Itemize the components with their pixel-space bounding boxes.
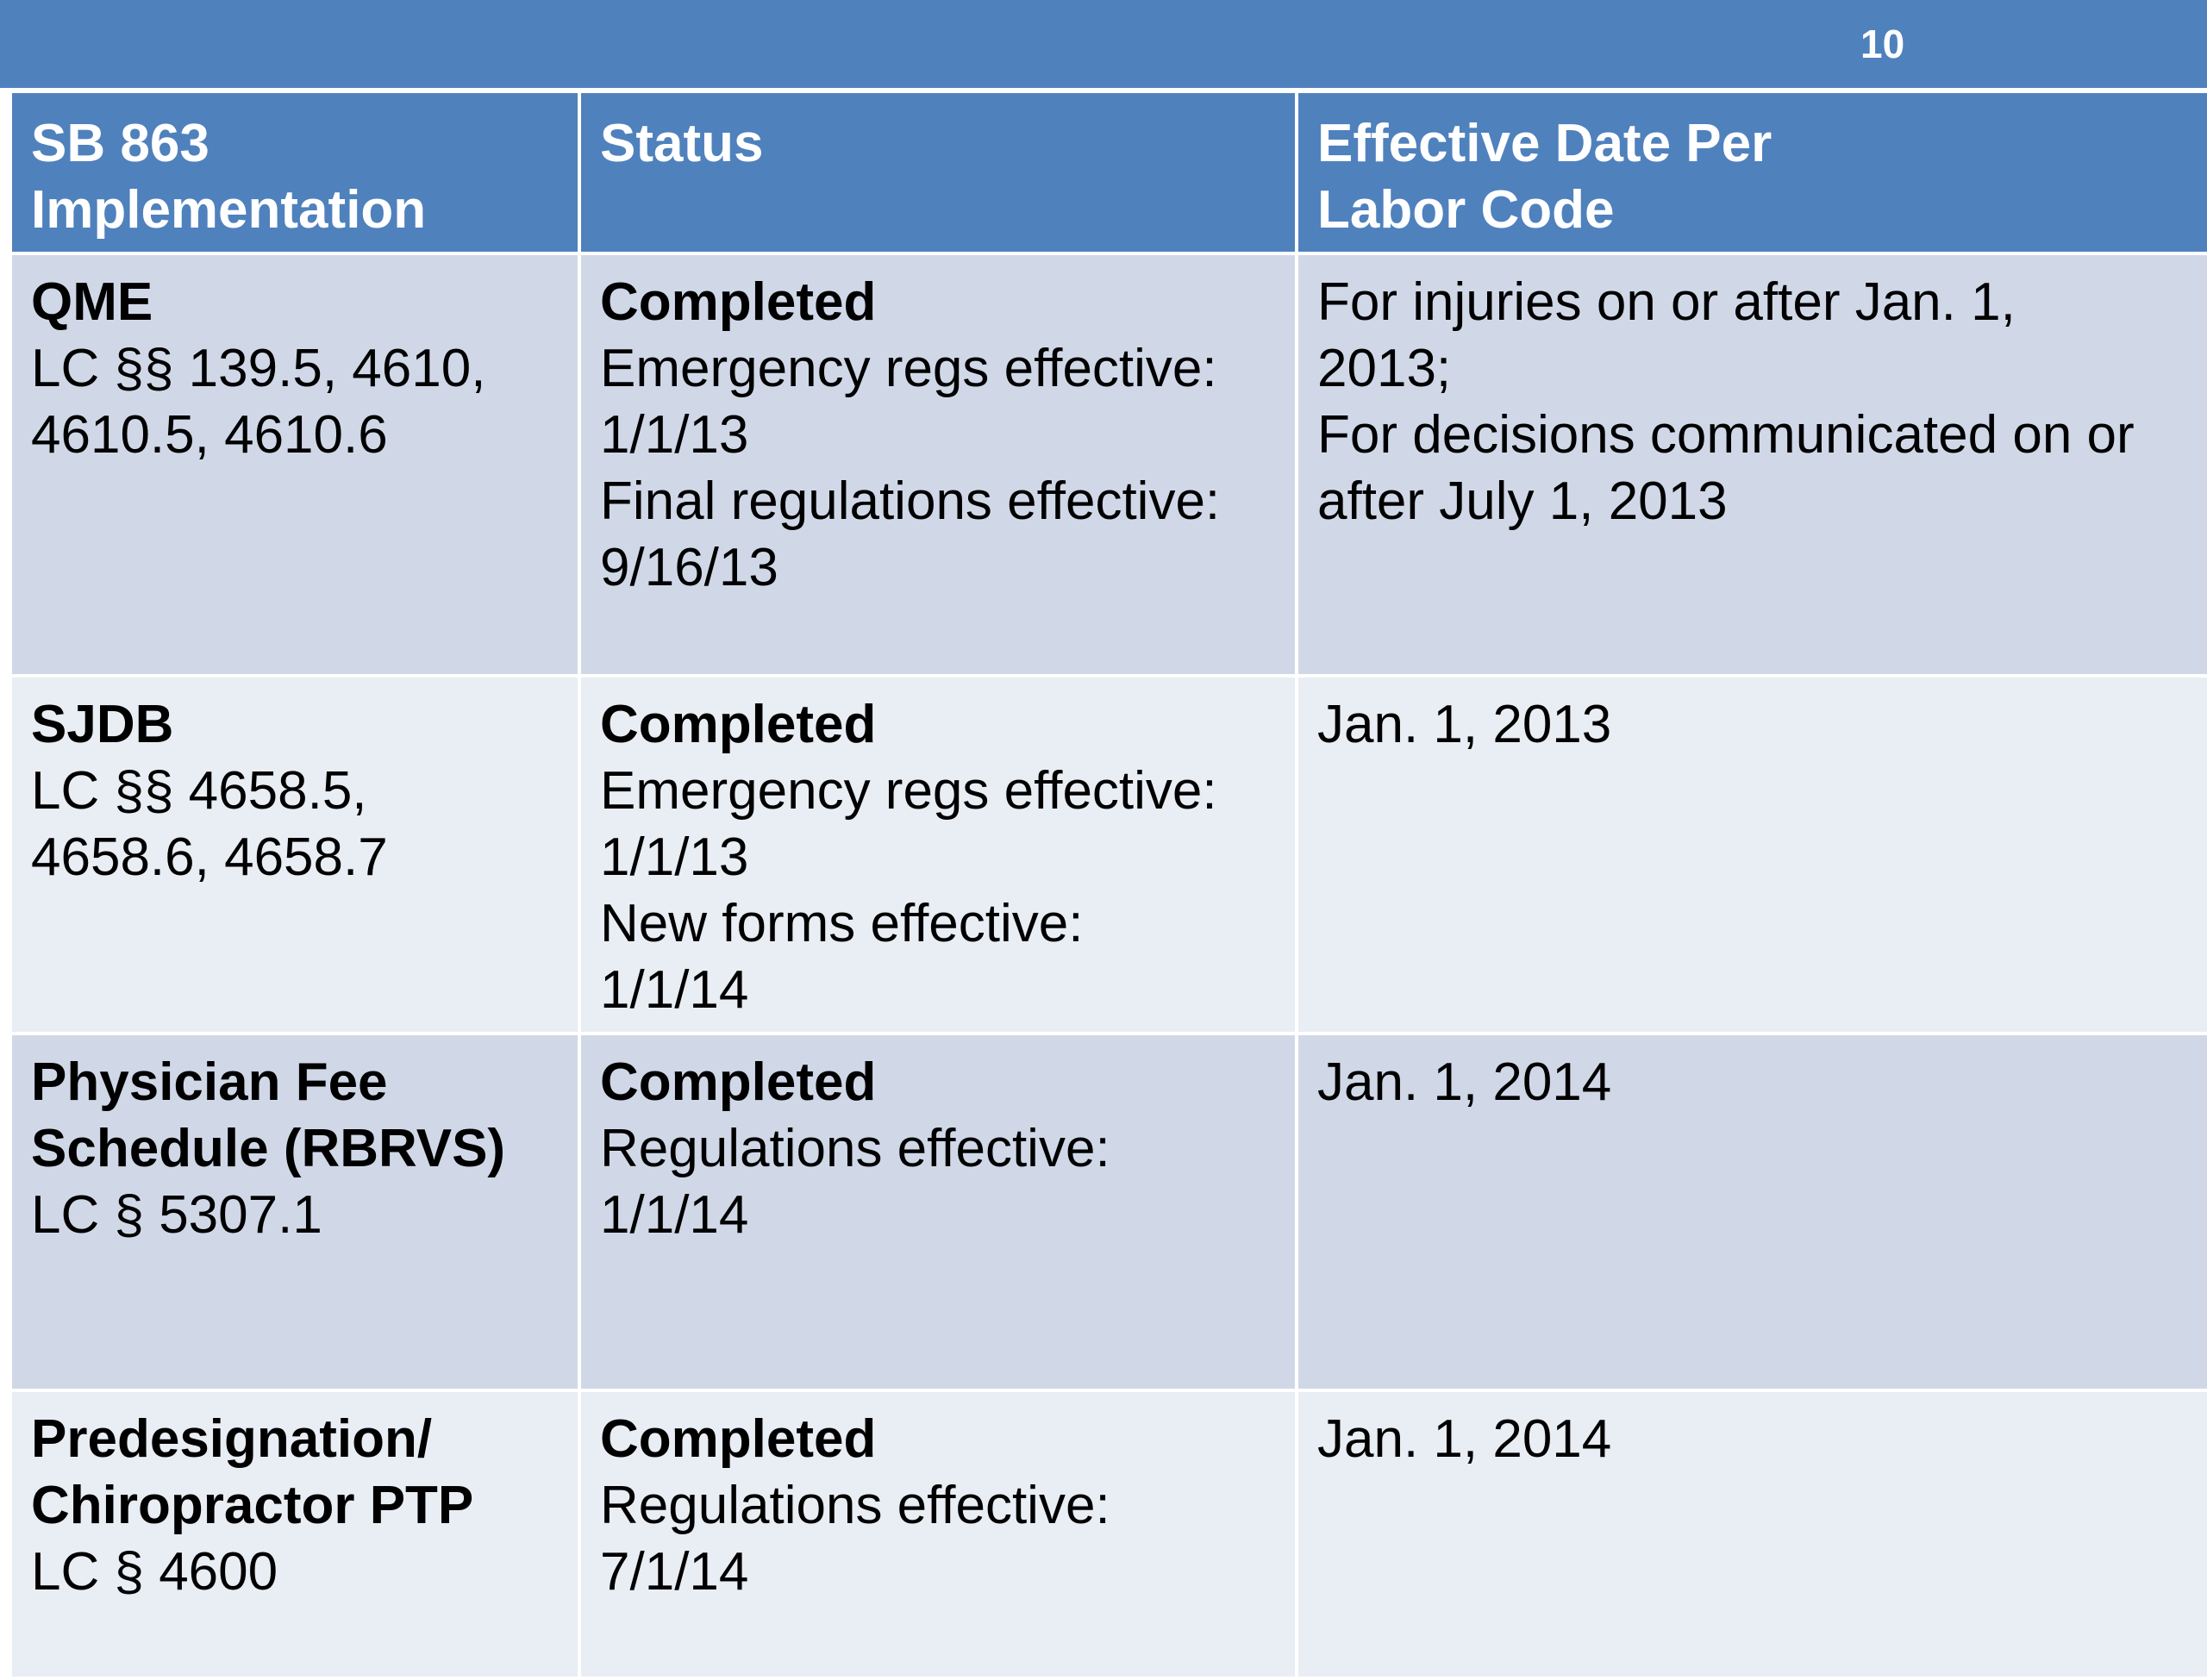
status-detail: 9/16/13 [600,538,778,597]
effective-date-cell [1297,676,2207,1034]
effective-date-text: For injuries on or after Jan. 1, [1317,272,2016,332]
table-row [10,253,2207,676]
effective-date-cell [1297,253,2207,676]
effective-date-text: after July 1, 2013 [1317,472,1728,531]
header-effective-line: Labor Code [1317,180,1615,240]
header-implementation-line: SB 863 [31,114,209,173]
effective-date-text: For decisions communicated on or [1317,405,2135,465]
implementation-cell [10,253,579,676]
status-detail: 1/1/13 [600,828,749,887]
implementation-cell [10,676,579,1034]
status-detail: 7/1/14 [600,1542,749,1602]
header-implementation-line: Implementation [31,180,427,240]
slide-number: 10 [1860,22,1905,66]
status-detail: Regulations effective: [600,1476,1110,1535]
header-status [579,91,1297,253]
status-detail: Regulations effective: [600,1119,1110,1178]
effective-date-text: Jan. 1, 2014 [1317,1052,1612,1112]
table-header-row [10,91,2207,253]
status-title: Completed [600,1409,877,1469]
implementation-title: Chiropractor PTP [31,1476,474,1535]
implementation-title: SJDB [31,695,174,754]
implementation-cell [10,1034,579,1390]
status-detail: 1/1/14 [600,1185,749,1245]
status-title: Completed [600,695,877,754]
table-row [10,1034,2207,1390]
status-cell [579,1390,1297,1678]
effective-date-cell [1297,1034,2207,1390]
implementation-title: QME [31,272,153,332]
status-cell [579,253,1297,676]
table-row [10,1390,2207,1678]
implementation-table [9,90,2207,1680]
header-effective-line: Effective Date Per [1317,114,1772,173]
effective-date-text: Jan. 1, 2013 [1317,695,1612,754]
effective-date-text: Jan. 1, 2014 [1317,1409,1612,1469]
implementation-title: Physician Fee [31,1052,388,1112]
status-title: Completed [600,272,877,332]
header-implementation [10,91,579,253]
status-detail: 1/1/13 [600,405,749,465]
status-detail: Final regulations effective: [600,472,1221,531]
labor-code-ref: LC § 5307.1 [31,1185,322,1245]
labor-code-ref: LC §§ 4658.5, [31,761,367,821]
status-cell [579,676,1297,1034]
implementation-title: Predesignation/ [31,1409,433,1469]
slide-header-bar [0,0,2207,88]
status-detail: New forms effective: [600,894,1084,953]
implementation-cell [10,1390,579,1678]
labor-code-ref: 4658.6, 4658.7 [31,828,388,887]
header-status-label: Status [600,114,764,173]
labor-code-ref: LC § 4600 [31,1542,278,1602]
effective-date-cell [1297,1390,2207,1678]
labor-code-ref: 4610.5, 4610.6 [31,405,388,465]
labor-code-ref: LC §§ 139.5, 4610, [31,339,486,398]
status-title: Completed [600,1052,877,1112]
status-cell [579,1034,1297,1390]
status-detail: 1/1/14 [600,960,749,1020]
table-row [10,676,2207,1034]
effective-date-text: 2013; [1317,339,1452,398]
status-detail: Emergency regs effective: [600,339,1217,398]
status-detail: Emergency regs effective: [600,761,1217,821]
implementation-title: Schedule (RBRVS) [31,1119,506,1178]
header-effective-date [1297,91,2207,253]
